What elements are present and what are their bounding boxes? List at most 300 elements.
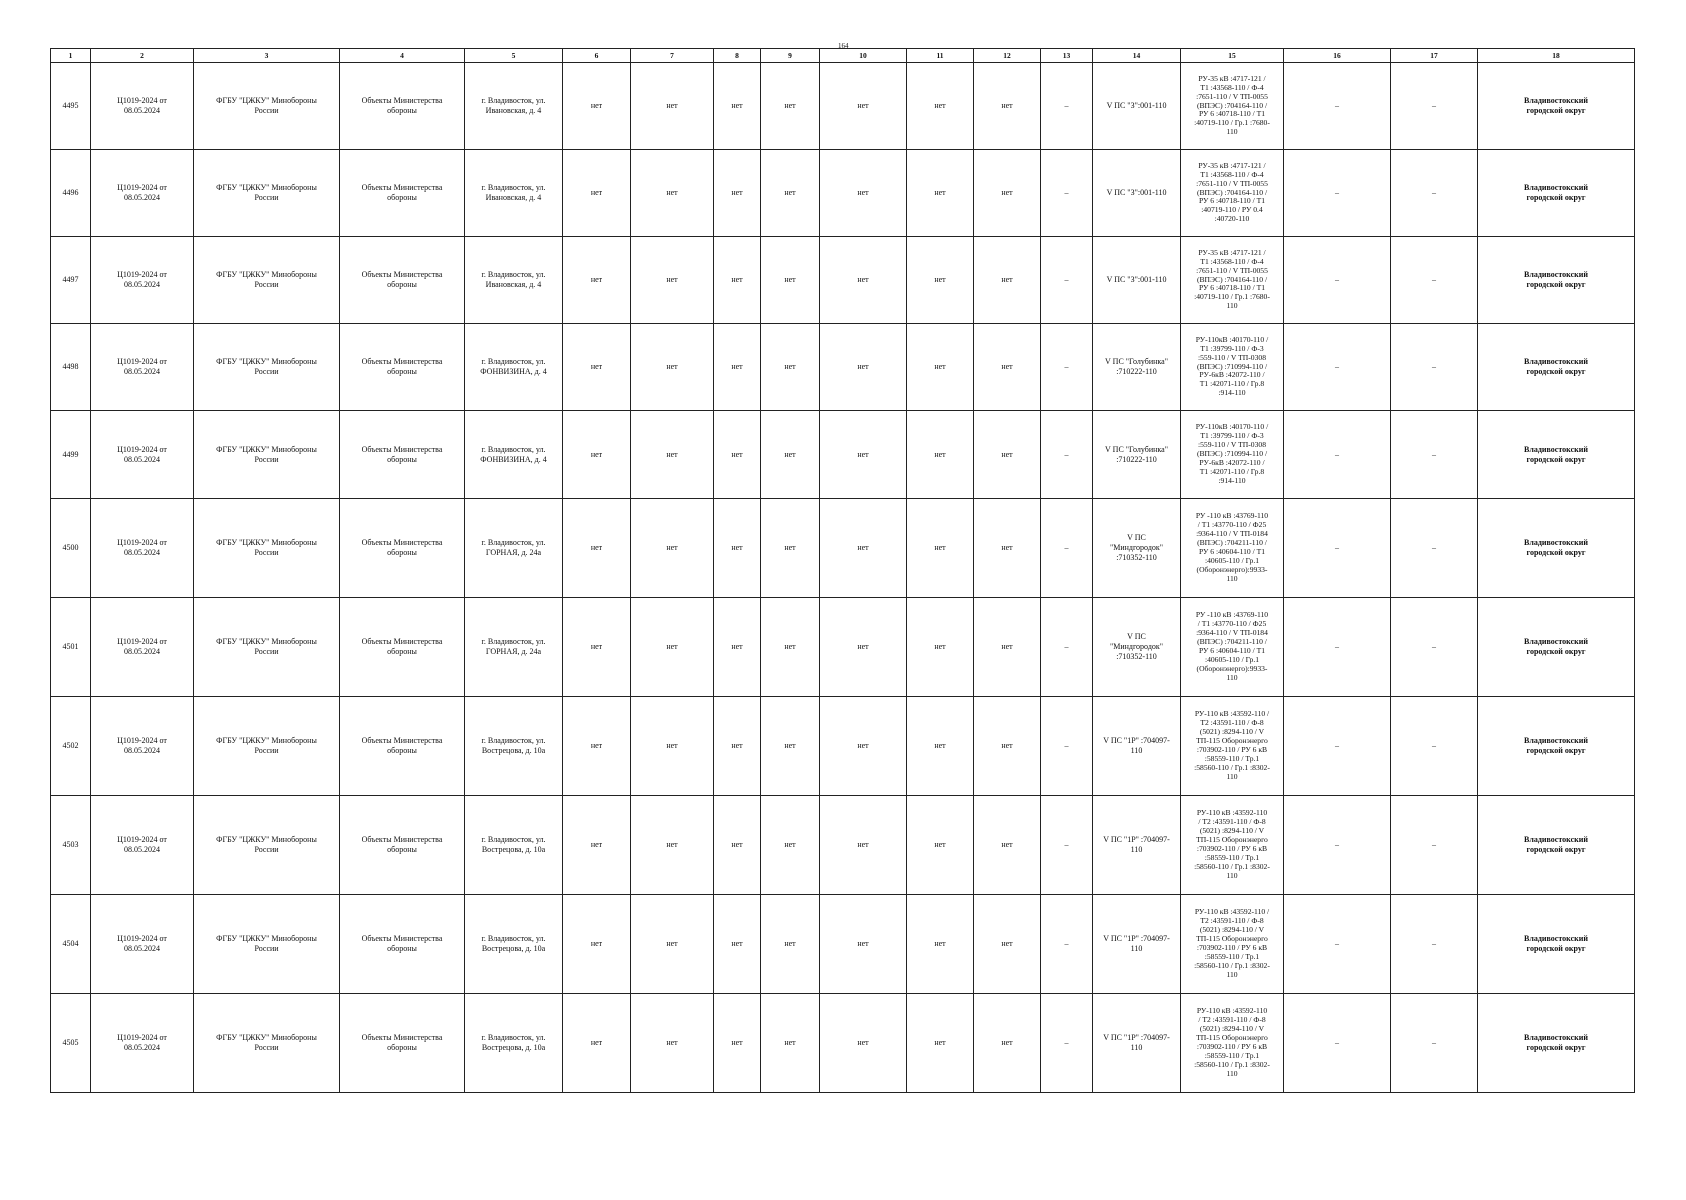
cell-line: обороны: [387, 1043, 417, 1052]
cell-line: 110: [1226, 870, 1238, 880]
cell-line: 08.05.2024: [124, 548, 160, 557]
cell-line: ГОРНАЯ, д. 24а: [485, 647, 542, 656]
cell-line: (ВПЭС) :704211-110 /: [1197, 538, 1267, 548]
cell-organization: [194, 895, 340, 994]
cell-col-8: нет: [714, 994, 761, 1093]
cell-col-13: –: [1041, 796, 1093, 895]
cell-line: Т1 :43568-110 / Ф-4: [1200, 169, 1264, 179]
cell-line: :58560-110 / Гр.1 :8302-: [1194, 762, 1270, 772]
cell-line: Ц1019-2024 от: [117, 96, 167, 105]
cell-district: [1478, 324, 1635, 411]
cell-line: :703902-110 / РУ 6 кВ: [1196, 1042, 1268, 1051]
cell-line: Владивостокский: [1524, 637, 1588, 646]
cell-connection-path: [1181, 411, 1284, 499]
cell-col-9: нет: [761, 237, 820, 324]
cell-line: Владивостокский: [1524, 270, 1588, 279]
cell-organization: [194, 697, 340, 796]
cell-line: обороны: [387, 548, 417, 557]
cell-col-7: нет: [631, 895, 714, 994]
cell-line: Т1 :43568-110 / Ф-4: [1200, 256, 1264, 266]
table-row: [51, 697, 1635, 796]
column-header: 2: [91, 49, 194, 63]
cell-address: [465, 994, 563, 1093]
cell-line: РУ-110кВ :40170-110 /: [1195, 422, 1269, 432]
cell-line: ФОНВИЗИНА, д. 4: [480, 454, 547, 464]
cell-line: РУ-35 кВ :4717-121 /: [1198, 247, 1266, 257]
cell-col-7: нет: [631, 237, 714, 324]
cell-line: :710222-110: [1116, 367, 1157, 376]
cell-col-11: нет: [907, 324, 974, 411]
cell-record-number: 4496: [51, 150, 91, 237]
cell-col-10: нет: [820, 237, 907, 324]
cell-col-16: –: [1284, 697, 1391, 796]
cell-line: (ВПЭС) :704164-110 /: [1196, 100, 1268, 110]
cell-col-10: нет: [820, 324, 907, 411]
cell-line: (ВПЭС) :704211-110 /: [1197, 637, 1267, 647]
cell-line: "Миндгородок": [1109, 642, 1164, 651]
cell-line: 08.05.2024: [124, 647, 160, 656]
cell-col-16: –: [1284, 411, 1391, 499]
register-table: [50, 48, 1635, 1093]
cell-line: обороны: [387, 746, 417, 755]
cell-line: Т1 :42071-110 / Гр.8: [1199, 379, 1265, 389]
cell-document: [91, 237, 194, 324]
cell-col-12: нет: [974, 499, 1041, 598]
cell-line: Владивостокский: [1524, 96, 1588, 105]
cell-district: [1478, 499, 1635, 598]
cell-col-10: нет: [820, 796, 907, 895]
cell-line: России: [254, 1043, 279, 1052]
cell-address: [465, 324, 563, 411]
cell-col-13: –: [1041, 499, 1093, 598]
cell-line: V ПС "З":001-110: [1106, 188, 1167, 197]
cell-line: обороны: [387, 367, 417, 376]
cell-line: городской округ: [1526, 193, 1586, 202]
cell-line: Т1 :39799-110 / Ф-3: [1200, 343, 1264, 353]
cell-record-number: 4497: [51, 237, 91, 324]
cell-line: РУ 6 :40718-110 / Т1: [1198, 196, 1266, 206]
cell-line: Ц1019-2024 от: [117, 183, 167, 192]
column-header: 16: [1284, 49, 1391, 63]
cell-line: Объекты Министерства: [361, 538, 443, 547]
cell-line: РУ-110кВ :40170-110 /: [1195, 334, 1269, 344]
cell-line: 110: [1226, 127, 1238, 137]
cell-col-12: нет: [974, 63, 1041, 150]
cell-line: ФОНВИЗИНА, д. 4: [480, 367, 547, 376]
cell-substation: [1093, 895, 1181, 994]
cell-district: [1478, 63, 1635, 150]
cell-line: г. Владивосток, ул.: [481, 96, 546, 105]
cell-address: [465, 598, 563, 697]
cell-col-6: нет: [563, 499, 631, 598]
cell-line: V ПС "1Р" :704097-: [1103, 934, 1170, 943]
cell-object: [340, 63, 465, 150]
cell-address: [465, 411, 563, 499]
table-body: [51, 63, 1635, 1093]
cell-line: Ивановская, д. 4: [485, 280, 542, 289]
cell-line: V ПС "Голубинка": [1105, 357, 1168, 366]
cell-col-11: нет: [907, 697, 974, 796]
cell-line: Владивостокский: [1524, 736, 1588, 745]
cell-line: Объекты Министерства: [361, 444, 443, 454]
cell-line: Владивостокский: [1524, 357, 1588, 366]
table-row: [51, 994, 1635, 1093]
cell-line: РУ 6 :40718-110 / Т1: [1198, 283, 1266, 293]
cell-record-number: 4500: [51, 499, 91, 598]
cell-col-11: нет: [907, 237, 974, 324]
cell-line: 08.05.2024: [124, 1043, 160, 1052]
cell-col-9: нет: [761, 895, 820, 994]
cell-line: РУ-35 кВ :4717-121 /: [1198, 160, 1266, 170]
cell-line: РУ-110 кВ :43592-110: [1196, 1006, 1268, 1016]
cell-line: России: [254, 548, 279, 557]
cell-line: (5021) :8294-110 / V: [1199, 1024, 1265, 1034]
cell-line: 110: [1226, 771, 1238, 781]
cell-col-16: –: [1284, 237, 1391, 324]
cell-line: ФГБУ "ЦЖКУ" Минобороны: [216, 183, 317, 192]
cell-col-13: –: [1041, 895, 1093, 994]
cell-line: (5021) :8294-110 / V: [1199, 826, 1265, 836]
cell-line: городской округ: [1526, 1043, 1586, 1052]
cell-col-6: нет: [563, 411, 631, 499]
cell-col-11: нет: [907, 796, 974, 895]
cell-line: Ивановская, д. 4: [485, 193, 542, 202]
cell-line: Т2 :43591-110 / Ф-8: [1200, 916, 1264, 926]
cell-col-6: нет: [563, 237, 631, 324]
cell-line: Ц1019-2024 от: [117, 934, 167, 943]
cell-object: [340, 994, 465, 1093]
cell-col-13: –: [1041, 994, 1093, 1093]
cell-line: V ПС "Голубинка": [1105, 444, 1168, 454]
table-row: [51, 598, 1635, 697]
cell-col-8: нет: [714, 796, 761, 895]
cell-line: РУ -110 кВ :43769-110: [1195, 610, 1269, 620]
cell-col-16: –: [1284, 63, 1391, 150]
column-header: 1: [51, 49, 91, 63]
cell-line: Ц1019-2024 от: [117, 538, 167, 547]
cell-col-12: нет: [974, 697, 1041, 796]
cell-col-16: –: [1284, 150, 1391, 237]
cell-line: ФГБУ "ЦЖКУ" Минобороны: [216, 637, 317, 646]
cell-record-number: 4495: [51, 63, 91, 150]
cell-line: Объекты Министерства: [361, 357, 443, 366]
cell-line: V ПС "З":001-110: [1106, 275, 1167, 284]
cell-object: [340, 697, 465, 796]
cell-col-17: –: [1391, 237, 1478, 324]
cell-line: России: [254, 367, 279, 376]
cell-line: Т1 :42071-110 / Гр.8: [1199, 466, 1265, 476]
cell-connection-path: [1181, 63, 1284, 150]
cell-line: Ц1019-2024 от: [117, 444, 167, 454]
cell-line: Ц1019-2024 от: [117, 357, 167, 366]
cell-line: России: [254, 280, 279, 289]
cell-col-10: нет: [820, 994, 907, 1093]
cell-col-13: –: [1041, 598, 1093, 697]
cell-line: Ц1019-2024 от: [117, 1033, 167, 1042]
cell-line: (ВПЭС) :704164-110 /: [1196, 274, 1268, 284]
cell-col-6: нет: [563, 598, 631, 697]
cell-line: Ивановская, д. 4: [485, 106, 542, 115]
cell-col-10: нет: [820, 63, 907, 150]
cell-col-16: –: [1284, 499, 1391, 598]
cell-line: России: [254, 647, 279, 656]
cell-line: 08.05.2024: [124, 106, 160, 115]
cell-line: городской округ: [1526, 106, 1586, 115]
cell-line: Вострецова, д. 10а: [481, 746, 546, 755]
cell-organization: [194, 150, 340, 237]
cell-col-12: нет: [974, 150, 1041, 237]
cell-record-number: 4504: [51, 895, 91, 994]
cell-substation: [1093, 697, 1181, 796]
column-header: 3: [194, 49, 340, 63]
cell-organization: [194, 499, 340, 598]
cell-col-11: нет: [907, 411, 974, 499]
cell-line: :58560-110 / Гр.1 :8302-: [1194, 1059, 1270, 1069]
cell-col-12: нет: [974, 598, 1041, 697]
cell-col-8: нет: [714, 324, 761, 411]
cell-district: [1478, 598, 1635, 697]
cell-col-17: –: [1391, 994, 1478, 1093]
cell-organization: [194, 598, 340, 697]
cell-line: 110: [1226, 969, 1238, 979]
cell-district: [1478, 411, 1635, 499]
cell-line: 110: [1130, 944, 1143, 953]
cell-line: 08.05.2024: [124, 746, 160, 755]
cell-line: Объекты Министерства: [361, 183, 443, 192]
cell-line: Объекты Министерства: [361, 1033, 443, 1042]
cell-line: обороны: [387, 845, 417, 854]
cell-line: 08.05.2024: [124, 454, 160, 464]
cell-object: [340, 598, 465, 697]
cell-address: [465, 150, 563, 237]
cell-col-17: –: [1391, 697, 1478, 796]
cell-line: :40605-110 / Гр.1: [1204, 654, 1260, 664]
cell-document: [91, 150, 194, 237]
cell-connection-path: [1181, 994, 1284, 1093]
cell-line: г. Владивосток, ул.: [481, 835, 546, 844]
cell-line: ТП-115 Оборонэнерго: [1196, 736, 1268, 746]
cell-line: (ВПЭС) :710994-110 /: [1196, 449, 1268, 459]
cell-col-7: нет: [631, 796, 714, 895]
table-row: [51, 63, 1635, 150]
cell-connection-path: [1181, 237, 1284, 324]
cell-line: V ПС "1Р" :704097-: [1103, 1033, 1170, 1042]
cell-col-17: –: [1391, 63, 1478, 150]
cell-document: [91, 796, 194, 895]
cell-line: Объекты Министерства: [361, 934, 443, 943]
cell-line: Вострецова, д. 10а: [481, 1043, 546, 1052]
cell-connection-path: [1181, 150, 1284, 237]
cell-line: городской округ: [1526, 454, 1586, 464]
cell-line: Ц1019-2024 от: [117, 270, 167, 279]
cell-line: РУ 6 :40604-110 / Т1: [1198, 646, 1266, 655]
cell-col-6: нет: [563, 796, 631, 895]
cell-col-9: нет: [761, 796, 820, 895]
column-header: 5: [465, 49, 563, 63]
cell-line: г. Владивосток, ул.: [481, 270, 546, 279]
cell-line: Т2 :43591-110 / Ф-8: [1200, 718, 1264, 728]
cell-document: [91, 598, 194, 697]
cell-document: [91, 63, 194, 150]
cell-line: :914-110: [1218, 388, 1246, 398]
cell-line: России: [254, 454, 279, 464]
cell-line: 110: [1226, 672, 1238, 682]
cell-line: :710222-110: [1116, 454, 1157, 464]
cell-line: Объекты Министерства: [361, 835, 443, 844]
cell-line: ФГБУ "ЦЖКУ" Минобороны: [216, 270, 317, 279]
cell-organization: [194, 411, 340, 499]
cell-line: ФГБУ "ЦЖКУ" Минобороны: [216, 1033, 317, 1042]
cell-col-10: нет: [820, 697, 907, 796]
cell-document: [91, 697, 194, 796]
cell-line: 110: [1226, 1068, 1238, 1078]
cell-line: :40719-110 / Гр.1 :7680-: [1194, 118, 1270, 128]
column-header: 17: [1391, 49, 1478, 63]
column-header: 11: [907, 49, 974, 63]
cell-line: (ВПЭС) :710994-110 /: [1196, 361, 1268, 371]
cell-line: :40720-110: [1214, 214, 1250, 224]
cell-line: 08.05.2024: [124, 845, 160, 854]
column-header: 15: [1181, 49, 1284, 63]
cell-connection-path: [1181, 598, 1284, 697]
cell-col-13: –: [1041, 324, 1093, 411]
cell-record-number: 4498: [51, 324, 91, 411]
cell-line: Владивостокский: [1524, 538, 1588, 547]
cell-col-13: –: [1041, 150, 1093, 237]
cell-substation: [1093, 598, 1181, 697]
cell-object: [340, 796, 465, 895]
cell-line: :914-110: [1218, 475, 1246, 485]
cell-line: :703902-110 / РУ 6 кВ: [1196, 943, 1268, 952]
cell-col-12: нет: [974, 237, 1041, 324]
cell-line: :559-110 / V ТП-0308: [1198, 440, 1266, 450]
cell-line: / Т2 :43591-110 / Ф-8: [1198, 1015, 1266, 1025]
cell-line: :40719-110 / РУ 0.4: [1201, 205, 1263, 215]
cell-line: РУ 6 :40718-110 / Т1: [1198, 109, 1266, 119]
cell-col-12: нет: [974, 994, 1041, 1093]
cell-col-13: –: [1041, 63, 1093, 150]
cell-line: :58559-110 / Тр.1: [1204, 852, 1260, 862]
cell-col-9: нет: [761, 411, 820, 499]
cell-line: :7651-110 / V ТП-0055: [1196, 178, 1268, 188]
cell-line: Объекты Министерства: [361, 270, 443, 279]
cell-organization: [194, 63, 340, 150]
cell-col-7: нет: [631, 63, 714, 150]
cell-col-6: нет: [563, 150, 631, 237]
cell-line: г. Владивосток, ул.: [481, 538, 546, 547]
cell-organization: [194, 324, 340, 411]
cell-line: России: [254, 845, 279, 854]
cell-col-7: нет: [631, 499, 714, 598]
cell-line: ТП-115 Оборонэнерго: [1196, 934, 1268, 944]
cell-col-11: нет: [907, 895, 974, 994]
cell-line: ФГБУ "ЦЖКУ" Минобороны: [216, 538, 317, 547]
cell-line: (Оборонэнерго):9933-: [1196, 564, 1268, 574]
cell-col-11: нет: [907, 150, 974, 237]
cell-line: 08.05.2024: [124, 280, 160, 289]
cell-col-13: –: [1041, 411, 1093, 499]
cell-line: городской округ: [1526, 280, 1586, 289]
cell-line: РУ-6кВ :42072-110 /: [1199, 370, 1265, 380]
cell-line: г. Владивосток, ул.: [481, 934, 546, 943]
cell-col-11: нет: [907, 63, 974, 150]
cell-line: :58559-110 / Тр.1: [1204, 753, 1260, 763]
cell-line: обороны: [387, 944, 417, 953]
cell-line: / Т1 :43770-110 / Ф25: [1197, 520, 1267, 530]
cell-col-16: –: [1284, 324, 1391, 411]
cell-col-10: нет: [820, 895, 907, 994]
cell-line: :710352-110: [1116, 553, 1157, 562]
cell-col-6: нет: [563, 994, 631, 1093]
cell-substation: [1093, 499, 1181, 598]
cell-col-7: нет: [631, 598, 714, 697]
table-row: [51, 411, 1635, 499]
cell-line: городской округ: [1526, 746, 1586, 755]
cell-line: Т1 :43568-110 / Ф-4: [1200, 82, 1264, 92]
cell-object: [340, 895, 465, 994]
column-header: 7: [631, 49, 714, 63]
cell-line: :58560-110 / Гр.1 :8302-: [1194, 861, 1270, 871]
column-header: 13: [1041, 49, 1093, 63]
cell-line: России: [254, 944, 279, 953]
cell-line: Владивостокский: [1524, 183, 1588, 192]
column-header: 6: [563, 49, 631, 63]
cell-district: [1478, 994, 1635, 1093]
cell-col-7: нет: [631, 994, 714, 1093]
cell-line: (5021) :8294-110 / V: [1199, 727, 1265, 737]
cell-line: Владивостокский: [1524, 1033, 1588, 1042]
cell-object: [340, 150, 465, 237]
cell-col-8: нет: [714, 411, 761, 499]
cell-document: [91, 895, 194, 994]
cell-line: / Т2 :43591-110 / Ф-8: [1198, 817, 1266, 827]
cell-line: "Миндгородок": [1109, 543, 1164, 552]
cell-line: 110: [1130, 845, 1143, 854]
cell-substation: [1093, 150, 1181, 237]
cell-record-number: 4502: [51, 697, 91, 796]
cell-line: Вострецова, д. 10а: [481, 944, 546, 953]
cell-col-17: –: [1391, 324, 1478, 411]
cell-line: :710352-110: [1116, 652, 1157, 661]
cell-district: [1478, 237, 1635, 324]
cell-line: :40719-110 / Гр.1 :7680-: [1194, 292, 1270, 302]
cell-col-9: нет: [761, 499, 820, 598]
cell-col-8: нет: [714, 499, 761, 598]
cell-col-7: нет: [631, 324, 714, 411]
cell-col-9: нет: [761, 63, 820, 150]
cell-line: :7651-110 / V ТП-0055: [1196, 265, 1268, 275]
cell-line: РУ-6кВ :42072-110 /: [1199, 457, 1265, 467]
cell-line: Объекты Министерства: [361, 637, 443, 646]
cell-line: городской округ: [1526, 944, 1586, 953]
cell-line: 08.05.2024: [124, 367, 160, 376]
cell-col-6: нет: [563, 324, 631, 411]
cell-col-17: –: [1391, 411, 1478, 499]
cell-line: :9364-110 / V ТП-0184: [1196, 628, 1268, 638]
cell-address: [465, 796, 563, 895]
cell-substation: [1093, 796, 1181, 895]
cell-col-9: нет: [761, 697, 820, 796]
cell-line: :703902-110 / РУ 6 кВ: [1196, 844, 1268, 853]
cell-line: России: [254, 746, 279, 755]
column-header: 4: [340, 49, 465, 63]
cell-col-10: нет: [820, 150, 907, 237]
cell-col-16: –: [1284, 895, 1391, 994]
cell-document: [91, 499, 194, 598]
cell-line: 110: [1130, 746, 1143, 755]
cell-line: г. Владивосток, ул.: [481, 444, 546, 454]
cell-col-12: нет: [974, 411, 1041, 499]
